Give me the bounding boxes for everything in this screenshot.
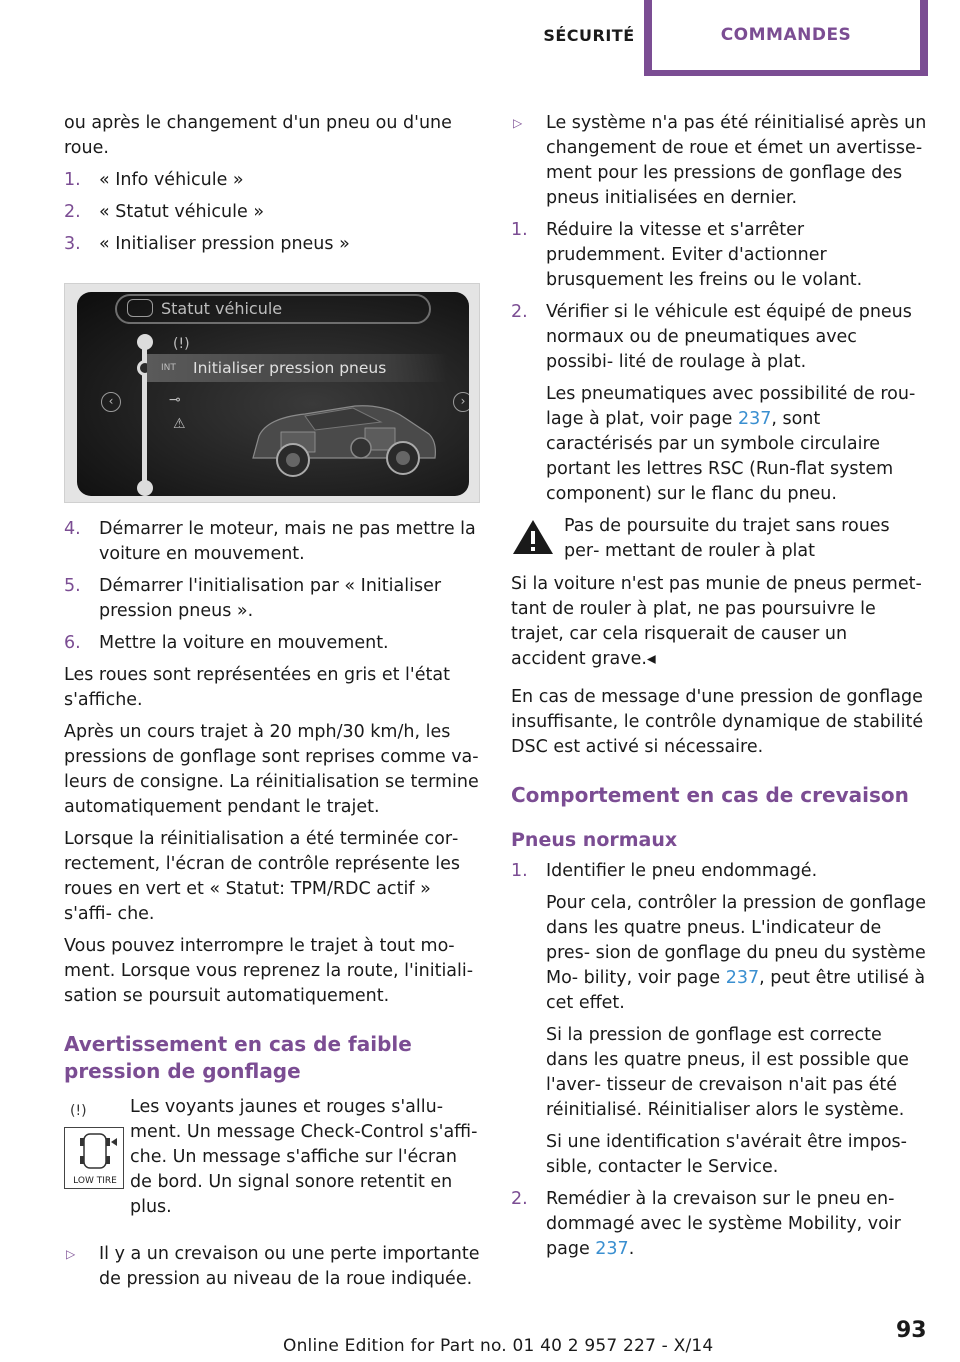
bullet-text: Le système n'a pas été réinitialisé après un changement de roue et émet un avertisse‐ ment pour les pressions de gonflage des pneus initialisées en dernier. (546, 113, 927, 208)
paragraph: Vous pouvez interrompre le trajet à tout mo‐ ment. Lorsque vous reprenez la route, l'initiali‐ sation se poursuit automatiquement. (64, 936, 474, 1006)
track-top-dot (137, 334, 153, 350)
indicator-icons (64, 1095, 129, 1220)
warning-icon-wrap (511, 514, 564, 564)
dsc-paragraph: En cas de message d'une pression de gonflage insuffisante, le contrôle dynamique de stabilité DSC est activé si nécessaire. (511, 687, 924, 757)
warning-block (511, 514, 927, 564)
step-text: « Info véhicule » (99, 170, 244, 190)
low-tire-warning-block (64, 1095, 480, 1220)
step-number: 2. (511, 1189, 528, 1209)
steps-list-b (64, 517, 480, 656)
track-bottom-dot (137, 480, 153, 496)
step2-text-after: . (628, 1239, 635, 1259)
menu-item-initialiser-pression[interactable] (147, 354, 447, 382)
step-text: Réduire la vitesse et s'arrêter prudemment. Eviter d'actionner brusquement les freins ou le volant. (546, 220, 863, 290)
step-text: Mettre la voiture en mouvement. (99, 633, 389, 653)
rsc-text-before: Les pneumatiques avec possibilité de rou‐ lage à plat, voir page (546, 384, 916, 429)
low-tire-label: LOW TIRE (73, 1176, 117, 1186)
detail-text-after: , peut être utilisé à cet effet. (546, 968, 926, 1013)
edition-note: Online Edition for Part no. 01 40 2 957 227 - X/14 (283, 1336, 714, 1356)
control-display-screen (77, 292, 469, 496)
intro-text: ou après le changement d'un pneu ou d'une roue. (64, 113, 452, 158)
warning-body: Si la voiture n'est pas munie de pneus permet‐ tant de rouler à plat, ne pas poursuivre le trajet, car cela risquerait de causer un accident grave.◂ (511, 574, 922, 669)
car-illustration-icon (245, 388, 441, 486)
page-link-237[interactable]: 237 (595, 1239, 629, 1259)
section-heading-puncture: Comportement en cas de crevaison (511, 783, 909, 807)
step-text: Vérifier si le véhicule est équipé de pneus normaux ou de pneumatiques avec possibi‐ lité de roulage à plat. (546, 302, 912, 372)
step-text: Identifier le pneu endommagé. (546, 861, 818, 881)
list-item (64, 1242, 480, 1292)
list-item (511, 300, 927, 375)
menu-item-label: Initialiser pression pneus (193, 359, 387, 377)
page-link-237[interactable]: 237 (725, 968, 760, 988)
step-number: 4. (64, 519, 81, 539)
detail-text-before: Pour cela, contrôler la pression de gonflage dans les quatre pneus. L'indicateur de pres‐ sion de gonflage du pneu du système Mo‐ bility, voir page (546, 893, 927, 988)
control-display-figure (64, 283, 480, 503)
step2-text-before: Remédier à la crevaison sur le pneu en‐ dommagé avec le système Mobility, voir page (546, 1189, 901, 1259)
list-item (511, 859, 927, 884)
list-item (64, 631, 480, 656)
list-item (511, 111, 927, 211)
page-link-237[interactable]: 237 (737, 409, 772, 429)
list-item (511, 1187, 927, 1262)
step-number: 1. (511, 220, 528, 240)
list-item (64, 232, 480, 257)
triangle-bullet-icon: ▷ (66, 1247, 76, 1261)
low-tire-text: Les voyants jaunes et rouges s'allu‐ ment. Un message Check-Control s'affi‐ che. Un message s'affiche sur l'écran de bord. Un signal sonore retentit en plus. (130, 1097, 478, 1217)
step-detail: Si une identification s'avérait être impos‐ sible, contacter le Service. (546, 1132, 907, 1177)
step-text (546, 1187, 927, 1262)
low-tire-indicator (64, 1127, 124, 1189)
list-item (64, 517, 480, 567)
step-number: 2. (511, 302, 528, 322)
step-detail (511, 891, 927, 1016)
car-topview-icon (65, 1128, 125, 1172)
right-column (511, 111, 927, 1269)
section-heading-low-pressure: Avertissement en cas de faible pression de gonflage (64, 1032, 412, 1083)
paragraph: Après un cours trajet à 20 mph/30 km/h, les pressions de gonflage sont reprises comme va‐ leurs de consigne. La réinitialisation se termine automatiquement pendant le trajet. (64, 722, 479, 817)
subheading-normal-tires: Pneus normaux (511, 829, 678, 851)
tire-pressure-warning-icon: (!) (70, 1103, 87, 1119)
paragraph: Lorsque la réinitialisation a été terminée cor‐ rectement, l'écran de contrôle représente les roues en vert et « Statut: TPM/RDC actif » s'affi‐ che. (64, 829, 460, 924)
warning-triangle-icon: ⚠ (173, 416, 186, 432)
key-icon: ⊸ (169, 392, 181, 408)
step-number: 5. (64, 576, 81, 596)
nav-left-icon[interactable]: ‹ (101, 392, 121, 412)
list-item (64, 200, 480, 225)
page-number: 93 (896, 1318, 927, 1343)
rsc-text-after: , sont caractérisés par un symbole circulaire portant les lettres RSC (Run-flat system component) sur le flanc du pneu. (546, 409, 894, 504)
vehicle-status-icon (127, 299, 153, 317)
step-text: « Statut véhicule » (99, 202, 265, 222)
warning-title: Pas de poursuite du trajet sans roues per‐ mettant de rouler à plat (564, 516, 890, 561)
int-badge: INT (161, 363, 176, 373)
steps-list-a (64, 168, 480, 257)
step-number: 1. (64, 170, 81, 190)
rsc-paragraph (511, 382, 927, 507)
chapter-tabs (534, 0, 928, 76)
triangle-bullet-icon: ▷ (513, 116, 523, 130)
list-item (511, 218, 927, 293)
bullet-text: Il y a un crevaison ou une perte importante de pression au niveau de la roue indiquée. (99, 1244, 480, 1289)
paragraph: Les roues sont représentées en gris et l'état s'affiche. (64, 665, 450, 710)
step-detail: Si la pression de gonflage est correcte dans les quatre pneus, il est possible que l'aver‐ tisseur de crevaison n'ait pas été réinitialisé. Réinitialiser alors le système. (546, 1025, 909, 1120)
step-text: Démarrer l'initialisation par « Initialiser pression pneus ». (99, 576, 442, 621)
step-number: 6. (64, 633, 81, 653)
warning-triangle-icon (511, 518, 555, 556)
tab-commandes[interactable] (644, 0, 928, 76)
nav-right-icon[interactable]: › (453, 392, 469, 412)
tab-securite[interactable]: SÉCURITÉ (543, 25, 635, 45)
menu-header (115, 294, 431, 324)
list-item (64, 168, 480, 193)
menu-title: Statut véhicule (161, 299, 283, 318)
tab-commandes-label: COMMANDES (652, 0, 920, 70)
step-text: « Initialiser pression pneus » (99, 234, 350, 254)
tire-check-icon: (!) (173, 336, 190, 352)
step-number: 2. (64, 202, 81, 222)
step-number: 1. (511, 861, 528, 881)
footer (0, 1318, 960, 1356)
left-column (64, 111, 480, 1299)
step-number: 3. (64, 234, 81, 254)
list-item (64, 574, 480, 624)
step-text: Démarrer le moteur, mais ne pas mettre la voiture en mouvement. (99, 519, 476, 564)
